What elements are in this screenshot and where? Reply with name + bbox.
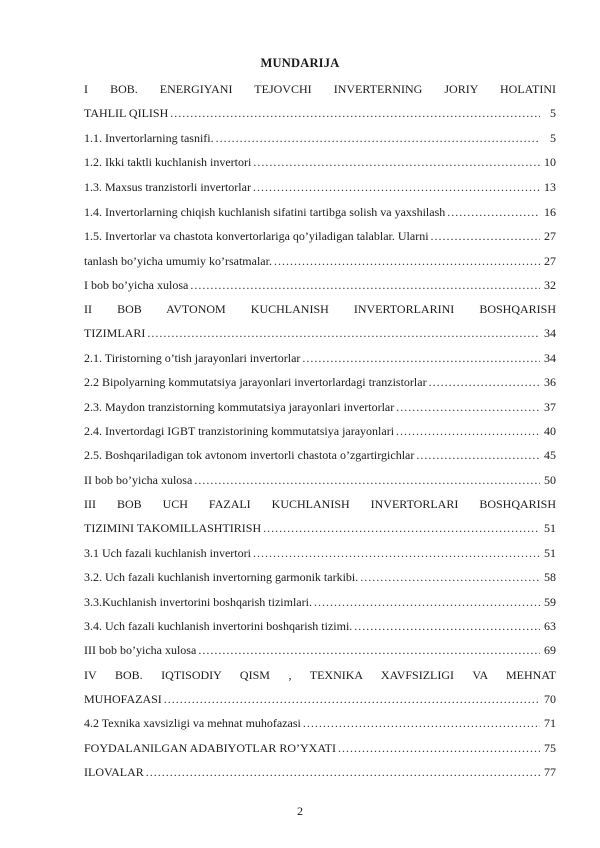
toc-entry-title: I bob bo’yicha xulosa [84, 278, 189, 292]
toc-entry-1-4[interactable] [84, 205, 556, 220]
toc-entry-conclusion-3[interactable] [84, 643, 556, 658]
toc-entry-title: 1.2. Ikki taktli kuchlanish invertori [84, 155, 252, 169]
toc-entry-title: tanlash bo’yicha umumiy ko’rsatmalar. [84, 254, 272, 268]
dot-leader [396, 400, 540, 415]
dot-leader [194, 473, 540, 488]
toc-entry-appendices[interactable] [84, 765, 556, 780]
dot-leader [303, 716, 540, 731]
toc-page-number: 50 [544, 473, 556, 487]
toc-chapter-3[interactable] [84, 497, 556, 536]
toc-page-number: 36 [544, 375, 556, 389]
toc-page-number: 71 [544, 716, 556, 730]
toc-entry-4-2[interactable] [84, 716, 556, 731]
toc-entry-title: III bob bo’yicha xulosa [84, 643, 197, 657]
toc-page-number: 27 [544, 229, 556, 243]
toc-page-number: 70 [544, 692, 556, 706]
toc-entry-title: 1.4. Invertorlarning chiqish kuchlanish sifatini tartibga solish va yaxshilash [84, 205, 446, 219]
toc-entry-3-4[interactable] [84, 619, 556, 634]
toc-entry-title: 2.4. Invertordagi IGBT tranzistorining kommutatsiya jarayonlari [84, 424, 395, 438]
toc-entry-2-4[interactable] [84, 424, 556, 439]
toc-entry-title: 2.1. Tiristorning o’tish jarayonlari invertorlar [84, 351, 301, 365]
dot-leader [447, 205, 540, 220]
dot-leader [396, 424, 540, 439]
toc-entry-title: 3.3.Kuchlanish invertorini boshqarish tizimlari. [84, 595, 312, 609]
toc-entry-title: II bob bo’yicha xulosa [84, 473, 193, 487]
dot-leader [274, 254, 540, 269]
dot-leader [253, 546, 540, 561]
dot-leader [431, 229, 540, 244]
dot-leader [147, 326, 540, 341]
toc-page-number: 37 [544, 400, 556, 414]
toc-entry-title: 3.4. Uch fazali kuchlanish invertorini boshqarish tizimi. [84, 619, 353, 633]
toc-chapter-title-line2: TIZIMINI TAKOMILLASHTIRISH [84, 521, 262, 535]
toc-page-number: 58 [544, 570, 556, 584]
page-title: MUNDARIJA [260, 56, 340, 70]
toc-entry-title: 4.2 Texnika xavsizligi va mehnat muhofazasi [84, 716, 301, 730]
toc-entry-2-3[interactable] [84, 400, 556, 415]
toc-entry-title: 2.2 Bipolyarning kommutatsiya jarayonlari invertorlardagi tranzistorlar [84, 375, 427, 389]
toc-entry-1-5[interactable] [84, 229, 556, 244]
toc-entry-title: 1.5. Invertorlar va chastota konvertorlariga qo’yiladigan talablar. Ularni [84, 229, 429, 243]
dot-leader [263, 521, 540, 536]
dot-leader [253, 180, 540, 195]
toc-page-number: 10 [544, 155, 556, 169]
toc-page-number: 45 [544, 448, 556, 462]
dot-leader [170, 106, 540, 121]
toc-entry-title: FOYDALANILGAN ADABIYOTLAR RO’YXATI [84, 741, 336, 755]
toc-entry-3-3[interactable] [84, 595, 556, 610]
toc-entry-1-2[interactable] [84, 155, 556, 170]
toc-entry-2-2[interactable] [84, 375, 556, 390]
toc-chapter-title-line1: III BOB UCH FAZALI KUCHLANISH INVERTORLARI BOSHQARISH [84, 497, 556, 511]
toc-entry-title: 1.3. Maxsus tranzistorli invertorlar [84, 180, 251, 194]
toc-page-number: 34 [544, 326, 556, 340]
dot-leader [354, 619, 540, 634]
toc-page-number: 16 [544, 205, 556, 219]
toc-chapter-title-line2: TAHLIL QILISH [84, 106, 169, 120]
dot-leader [146, 765, 540, 780]
dot-leader [314, 595, 540, 610]
toc-chapter-title-line2: TIZIMLARI [84, 326, 146, 340]
toc-page-number: 40 [544, 424, 556, 438]
toc-page-number: 77 [544, 765, 556, 779]
toc-entry-conclusion-2[interactable] [84, 473, 556, 488]
toc-entry-title: 3.1 Uch fazali kuchlanish invertori [84, 546, 251, 560]
dot-leader [198, 643, 540, 658]
toc-entry-conclusion-1[interactable] [84, 278, 556, 293]
dot-leader [164, 692, 540, 707]
toc-chapter-title-line1: IV BOB. IQTISODIY QISM , TEXNIKA XAVFSIZLIGI VA MEHNAT [84, 668, 556, 682]
toc-entry-1-5-cont[interactable] [84, 254, 556, 269]
toc-page-number: 34 [544, 351, 556, 365]
toc-page-number: 69 [544, 643, 556, 657]
toc-page-number: 59 [544, 595, 556, 609]
toc-chapter-1[interactable] [84, 82, 556, 121]
toc-entry-title: 3.2. Uch fazali kuchlanish invertorning garmonik tarkibi. [84, 570, 359, 584]
dot-leader [302, 351, 540, 366]
toc-entry-3-2[interactable] [84, 570, 556, 585]
toc-page-number: 32 [544, 278, 556, 292]
toc-page-number: 51 [544, 546, 556, 560]
dot-leader [360, 570, 540, 585]
toc-entry-1-3[interactable] [84, 180, 556, 195]
toc-page-number: 5 [550, 106, 556, 120]
toc-chapter-title-line2: MUHOFAZASI [84, 692, 162, 706]
dot-leader [429, 375, 540, 390]
toc-entry-3-1[interactable] [84, 546, 556, 561]
toc-page-number: 13 [544, 180, 556, 194]
toc-entry-title: ILOVALAR [84, 765, 144, 779]
dot-leader [416, 448, 540, 463]
toc-chapter-2[interactable] [84, 302, 556, 341]
toc-page-number: 75 [544, 741, 556, 755]
toc-entry-title: 1.1. Invertorlarning tasnifi. [84, 131, 214, 145]
footer-page-number: 2 [297, 804, 303, 818]
toc-entry-1-1[interactable] [84, 131, 556, 146]
toc-page-number: 5 [550, 131, 556, 145]
dot-leader [338, 741, 540, 756]
toc-page-number: 63 [544, 619, 556, 633]
toc-entry-title: 2.3. Maydon tranzistorning kommutatsiya jarayonlari invertorlar [84, 400, 395, 414]
toc-entry-references[interactable] [84, 741, 556, 756]
dot-leader [190, 278, 540, 293]
toc-page-number: 27 [544, 254, 556, 268]
toc-chapter-4[interactable] [84, 668, 556, 707]
toc-chapter-title-line1: II BOB AVTONOM KUCHLANISH INVERTORLARINI BOSHQARISH [84, 302, 556, 316]
toc-page-number: 51 [544, 521, 556, 535]
toc-entry-2-1[interactable] [84, 351, 556, 366]
toc-entry-2-5[interactable] [84, 448, 556, 463]
dot-leader [216, 131, 540, 146]
toc-entry-title: 2.5. Boshqariladigan tok avtonom invertorli chastota o’zgartirgichlar [84, 448, 415, 462]
toc-chapter-title-line1: I BOB. ENERGIYANI TEJOVCHI INVERTERNING JORIY HOLATINI [84, 82, 556, 96]
dot-leader [253, 155, 540, 170]
